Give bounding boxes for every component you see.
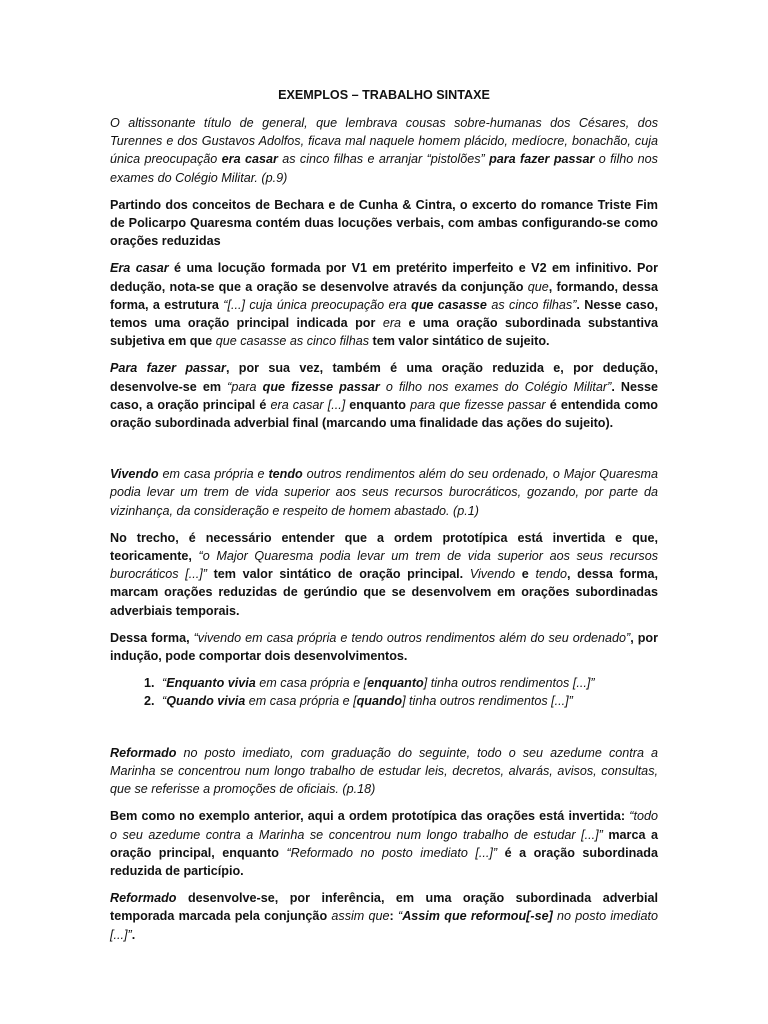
- text-run: as cinco filhas e arranjar “pistolões”: [277, 152, 490, 167]
- example-2-induction: [110, 629, 658, 665]
- text-run: ] tinha outros rendimentos [...]”: [402, 694, 573, 709]
- example-1-quote: [110, 114, 658, 187]
- text-run: é a oração subordinada reduzida de particípio.: [110, 845, 658, 878]
- text-run: que fizesse passar: [262, 379, 380, 394]
- text-run: era casar [...]: [270, 397, 346, 412]
- development-list: [110, 674, 658, 710]
- text-run: .: [131, 927, 136, 942]
- text-run: . Nesse caso, temos uma oração principal indicada por: [110, 297, 658, 331]
- text-run: em casa própria e [: [255, 676, 368, 691]
- text-run: “o Major Quaresma podia levar um trem de vida superior aos seus recursos burocráticos [...]”: [110, 549, 658, 582]
- text-run: “: [162, 676, 167, 691]
- text-run: Reformado: [110, 891, 177, 906]
- text-run: :: [389, 909, 398, 924]
- text-run: “para: [227, 379, 263, 394]
- text-run: que casasse: [411, 297, 487, 312]
- text-run: tendo: [535, 567, 567, 582]
- text-run: para que fizesse passar: [410, 397, 546, 412]
- text-run: Reformado: [110, 745, 177, 760]
- text-run: no posto imediato [...]”: [110, 909, 658, 942]
- text-run: Quando vivia: [166, 694, 246, 709]
- text-run: em casa própria e: [158, 467, 269, 482]
- text-run: Enquanto vivia: [166, 676, 256, 691]
- text-run: , dessa forma, marcam orações reduzidas de gerúndio que se desenvolvem em orações subordinadas adverbiais temporais.: [110, 567, 658, 618]
- text-run: que: [527, 279, 549, 294]
- text-run: enquanto: [367, 676, 424, 691]
- text-run: assim que: [331, 909, 390, 924]
- example-3-inference: [110, 889, 658, 944]
- text-run: Triste Fim de Policarpo Quaresma: [110, 197, 658, 231]
- text-run: e uma oração subordinada substantiva subjetiva em que: [110, 316, 659, 349]
- text-run: , formando, dessa forma, a estrutura: [110, 279, 658, 312]
- text-run: “: [162, 694, 167, 709]
- text-run: e: [515, 567, 536, 582]
- example-2-analysis: [110, 529, 658, 620]
- text-run: tendo: [268, 467, 303, 482]
- text-run: desenvolve-se, por inferência, em uma oração subordinada adverbial temporada marcada pela conjunção: [110, 891, 658, 924]
- text-run: as cinco filhas”: [486, 297, 577, 312]
- text-run: marca a oração principal, enquanto: [110, 827, 658, 860]
- text-run: em casa própria e [: [245, 694, 357, 709]
- text-run: “: [398, 909, 403, 924]
- text-run: Era casar: [110, 261, 169, 276]
- text-run: o filho nos exames do Colégio Militar”: [379, 379, 612, 394]
- text-run: “Reformado no posto imediato [...]”: [286, 845, 498, 860]
- text-run: era: [382, 316, 402, 331]
- text-run: Para fazer passar: [110, 361, 226, 376]
- text-run: quando: [356, 694, 403, 709]
- text-run: tem valor sintático de sujeito.: [369, 334, 550, 349]
- text-run: “vivendo em casa própria e tendo outros rendimentos além do seu ordenado”: [193, 630, 631, 645]
- text-run: o filho nos exames do Colégio Militar. (p.9): [110, 152, 658, 185]
- text-run: enquanto: [345, 397, 411, 412]
- text-run: Partindo dos conceitos de Bechara e de Cunha & Cintra, o excerto do romance: [110, 197, 598, 212]
- text-run: Bem como no exemplo anterior, aqui a ordem prototípica das orações está invertida:: [110, 809, 630, 824]
- example-1-analysis-para-fazer-passar: [110, 359, 658, 432]
- text-run: que casasse as cinco filhas: [215, 334, 369, 349]
- text-run: , por indução, pode comportar dois desenvolvimentos.: [110, 630, 658, 664]
- example-3-analysis: [110, 807, 658, 880]
- text-run: é uma locução formada por V1 em pretérito imperfeito e V2 em infinitivo. Por dedução, nota-se que a oração se desenvolve através da conjunção: [110, 261, 658, 294]
- document-title: EXEMPLOS – TRABALHO SINTAXE: [278, 88, 490, 102]
- text-run: “todo o seu azedume contra a Marinha se concentrou num longo trabalho de estudar [...]”: [110, 809, 658, 842]
- text-run: “[...] cuja única preocupação era: [223, 297, 412, 312]
- text-run: contém duas locuções verbais, com ambas configurando-se como orações reduzidas: [110, 216, 658, 249]
- text-run: para fazer passar: [489, 152, 595, 167]
- text-run: é entendida como oração subordinada adverbial final (marcando uma finalidade das ações do sujeito).: [110, 397, 658, 431]
- text-run: tem valor sintático de oração principal.: [206, 567, 470, 582]
- text-run: era casar: [221, 152, 278, 167]
- example-3-quote: [110, 744, 658, 799]
- text-run: , por sua vez, também é uma oração reduzida e, por dedução, desenvolve-se em: [110, 361, 658, 394]
- text-run: no posto imediato, com graduação do seguinte, todo o seu azedume contra a Marinha se concentrou num longo trabalho de estudar leis, decretos, alvarás, avisos, consultas, que se referisse a promoções de oficiais. (p.18): [110, 745, 658, 797]
- text-run: No trecho, é necessário entender que a ordem prototípica está invertida e que, teoricamente,: [110, 530, 658, 564]
- text-run: Assim que reformou[-se]: [402, 909, 553, 924]
- text-run: O altissonante título de general, que lembrava cousas sobre-humanas dos Césares, dos Turennes e dos Gustavos Adolfos, ficava mal naquele homem plácido, medíocre, bonachão, cuja única preocupação: [110, 116, 658, 167]
- example-2-quote: [110, 465, 658, 520]
- list-item: [158, 674, 658, 692]
- example-1-analysis-era-casar: [110, 259, 658, 350]
- text-run: ] tinha outros rendimentos [...]”: [423, 676, 595, 691]
- text-run: Vivendo: [469, 567, 516, 582]
- list-item: [158, 692, 658, 710]
- text-run: . Nesse caso, a oração principal é: [110, 379, 658, 412]
- example-1-analysis-intro: [110, 196, 658, 251]
- text-run: outros rendimentos além do seu ordenado, o Major Quaresma podia levar um trem de vida superior aos seus recursos burocráticos, gozando, por parte da vizinhança, da consideração e respeito de homem abastado. (p.1): [110, 467, 658, 518]
- text-run: Dessa forma,: [110, 630, 194, 645]
- text-run: Vivendo: [110, 467, 159, 482]
